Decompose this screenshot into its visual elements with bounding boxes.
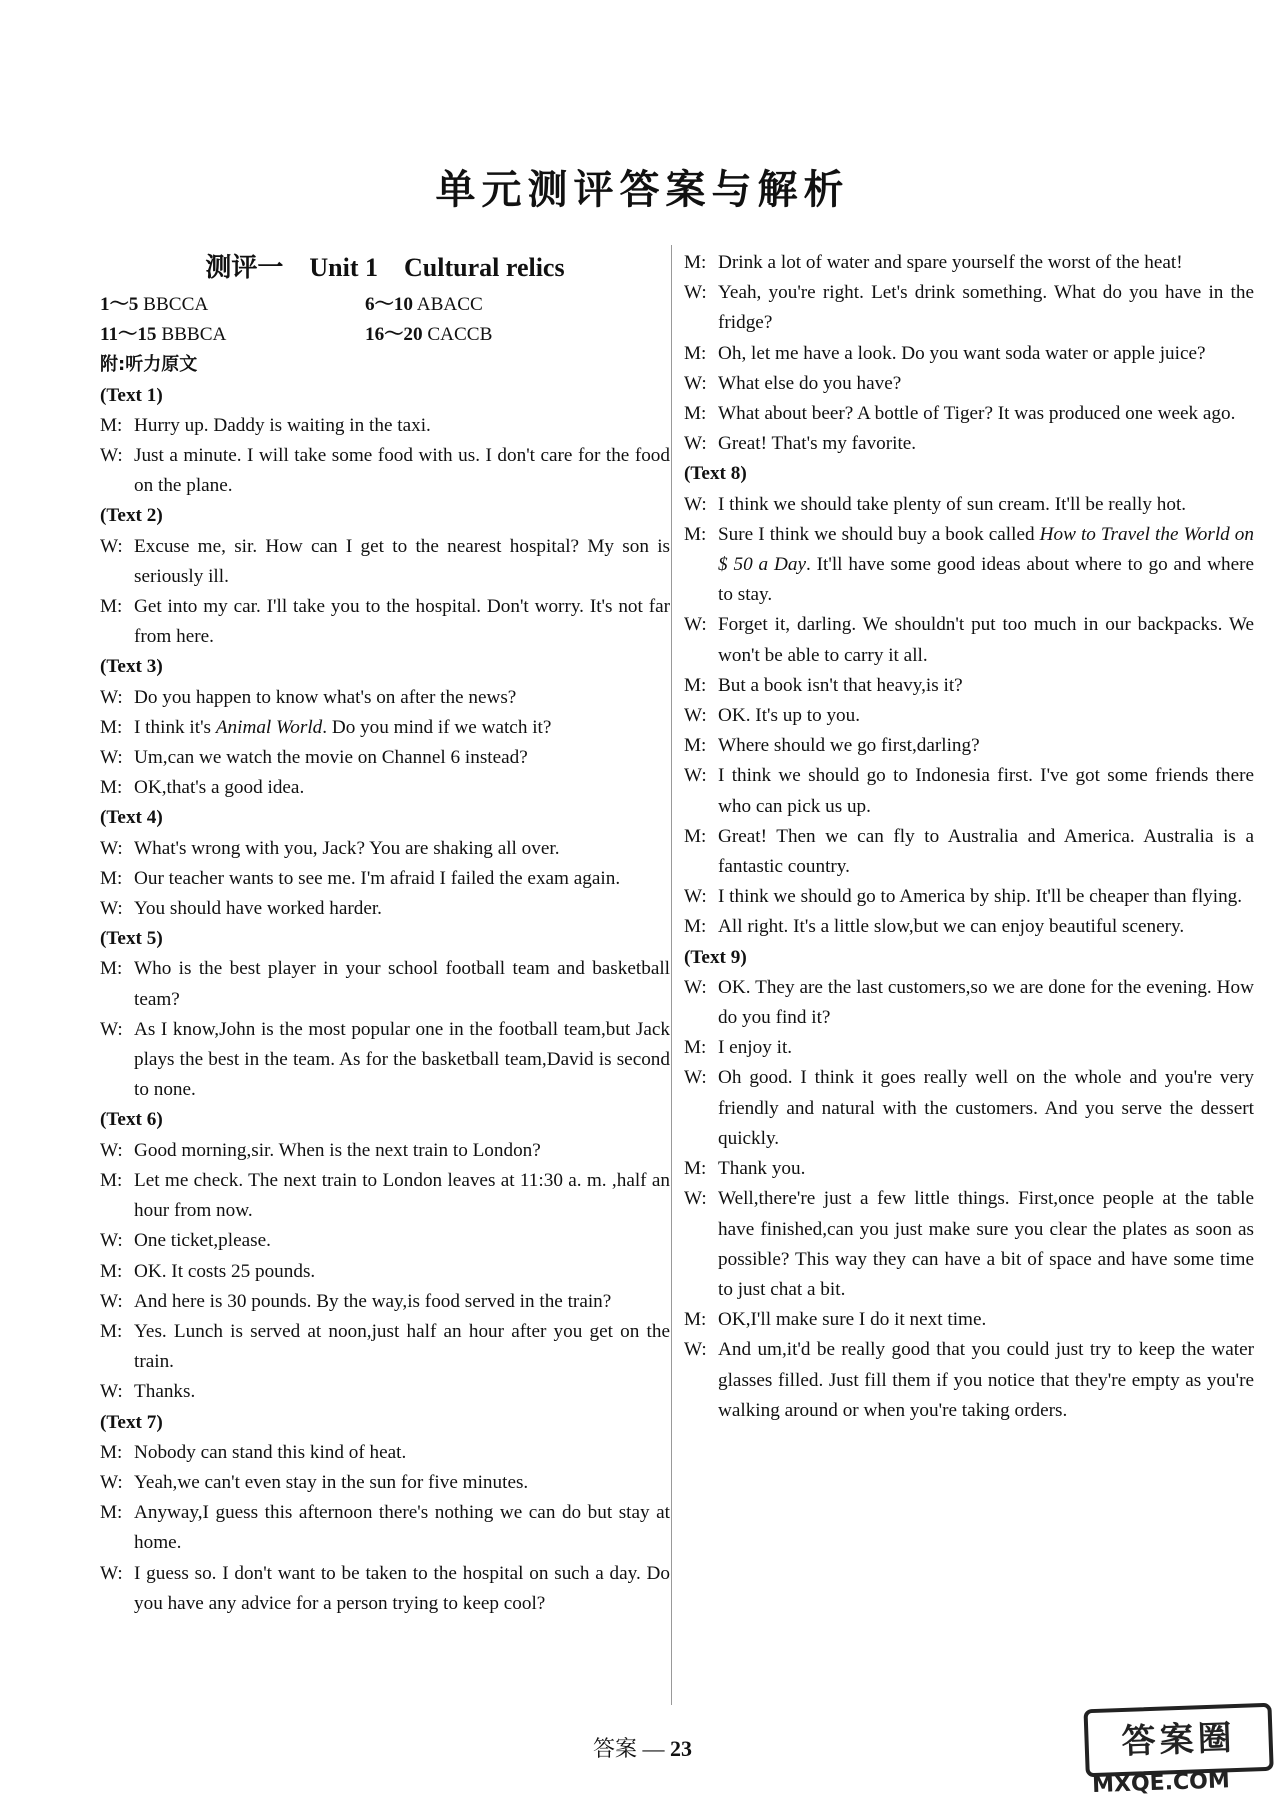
dialogue-line [100, 1438, 670, 1468]
answer-range: 11～15 [100, 324, 157, 346]
dialogue-line [684, 339, 1254, 369]
line-text: Great! Then we can fly to Australia and America. Australia is a fantastic country. [718, 825, 1254, 878]
answer-range: 16～20 [365, 324, 423, 346]
dialogue-line [684, 248, 1254, 278]
line-text: OK. It costs 25 pounds. [134, 1260, 316, 1282]
line-text: Um,can we watch the movie on Channel 6 instead? [134, 747, 528, 769]
speaker-m: M: [100, 1320, 123, 1342]
text-label: (Text 7) [100, 1411, 163, 1433]
dialogue-line [100, 1559, 670, 1619]
watermark-url: MXQE.COM [1091, 1768, 1231, 1799]
line-part: Sure I think we should buy a book called [718, 523, 1040, 545]
answer-key: CACCB [427, 324, 493, 346]
watermark-logo [1083, 1703, 1276, 1800]
speaker-w: W: [100, 1471, 123, 1493]
line-text: Oh good. I think it goes really well on the whole and you're very friendly and natural with the customers. And you serve the dessert quickly. [718, 1067, 1254, 1149]
right-column [684, 248, 1254, 1426]
speaker-m: M: [684, 1037, 707, 1059]
speaker-w: W: [684, 493, 707, 515]
dialogue-line [100, 954, 670, 1014]
line-text: Thanks. [134, 1381, 196, 1403]
line-text: One ticket,please. [134, 1230, 271, 1252]
line-text: OK,I'll make sure I do it next time. [718, 1309, 987, 1331]
text-label: (Text 6) [100, 1109, 163, 1131]
speaker-w: W: [684, 1067, 707, 1089]
line-text: Where should we go first,darling? [718, 735, 980, 757]
footer-label: 答案 [592, 1736, 637, 1761]
speaker-m: M: [100, 716, 123, 738]
speaker-w: W: [684, 433, 707, 455]
dialogue-line [100, 441, 670, 501]
line-text: What else do you have? [718, 372, 902, 394]
line-text: Excuse me, sir. How can I get to the nearest hospital? My son is seriously ill. [134, 535, 670, 587]
speaker-w: W: [100, 1018, 123, 1040]
text-label: (Text 5) [100, 928, 163, 950]
dialogue-line [684, 671, 1254, 701]
speaker-m: M: [100, 1169, 123, 1191]
line-text: I enjoy it. [718, 1037, 793, 1059]
dialogue-line [684, 731, 1254, 761]
speaker-w: W: [684, 765, 707, 787]
dialogue-line [684, 1033, 1254, 1063]
answer-key: BBCCA [143, 294, 209, 315]
line-text: Our teacher wants to see me. I'm afraid I failed the exam again. [134, 867, 621, 889]
line-text: Yeah, you're right. Let's drink something. What do you have in the fridge? [718, 282, 1254, 334]
speaker-m: M: [684, 735, 707, 757]
watermark-text: 答案圈 [1083, 1703, 1273, 1778]
line-text: What's wrong with you, Jack? You are shaking all over. [134, 837, 560, 859]
line-text: Yeah,we can't even stay in the sun for five minutes. [134, 1471, 529, 1493]
line-text: Oh, let me have a look. Do you want soda water or apple juice? [718, 342, 1206, 364]
speaker-m: M: [100, 1260, 123, 1282]
speaker-w: W: [100, 535, 123, 557]
dialogue-line [100, 864, 670, 894]
dialogue-line [684, 1154, 1254, 1184]
speaker-w: W: [100, 686, 123, 708]
dialogue-line [100, 1468, 670, 1498]
appendix-label: 附:听力原文 [100, 354, 198, 376]
dialogue-line [100, 773, 670, 803]
dialogue-line [100, 592, 670, 652]
dialogue-line [100, 683, 670, 713]
dialogue-line [684, 520, 1254, 611]
text-label: (Text 1) [100, 384, 163, 406]
speaker-m: M: [684, 1158, 707, 1180]
speaker-w: W: [100, 1290, 123, 1312]
speaker-w: W: [100, 1381, 123, 1403]
answer-key: BBBCA [161, 324, 227, 346]
line-text: Thank you. [718, 1158, 806, 1180]
line-text: I think we should go to Indonesia first. I've got some friends there who can pick us up. [718, 765, 1254, 817]
speaker-m: M: [100, 867, 123, 889]
dialogue-line [100, 532, 670, 592]
line-text: You should have worked harder. [134, 898, 382, 920]
speaker-m: M: [100, 777, 123, 799]
line-text: Hurry up. Daddy is waiting in the taxi. [134, 414, 431, 436]
dialogue-line [684, 429, 1254, 459]
speaker-w: W: [100, 898, 123, 920]
line-text: But a book isn't that heavy,is it? [718, 674, 963, 696]
speaker-w: W: [100, 837, 123, 859]
line-part: . Do you mind if we watch it? [322, 716, 552, 738]
speaker-m: M: [100, 1502, 123, 1524]
dialogue-line [684, 490, 1254, 520]
speaker-w: W: [684, 1188, 707, 1210]
line-text: What about beer? A bottle of Tiger? It was produced one week ago. [718, 403, 1236, 425]
line-text [718, 520, 1254, 611]
text-label: (Text 4) [100, 807, 163, 829]
speaker-m: M: [684, 916, 707, 938]
line-text: Get into my car. I'll take you to the hospital. Don't worry. It's not far from here. [134, 596, 670, 648]
line-text: Good morning,sir. When is the next train to London? [134, 1139, 541, 1161]
line-text: OK,that's a good idea. [134, 777, 305, 799]
line-text: Who is the best player in your school football team and basketball team? [134, 958, 670, 1010]
speaker-w: W: [684, 1339, 707, 1361]
dialogue-line [684, 822, 1254, 882]
dialogue-line [100, 1015, 670, 1106]
line-text: Well,there're just a few little things. First,once people at the table have finished,can you just make sure you clear the plates as soon as possible? This way they can have a bit of space and have some time to just chat a bit. [718, 1188, 1254, 1300]
text-label: (Text 9) [684, 946, 747, 968]
line-text: Drink a lot of water and spare yourself the worst of the heat! [718, 252, 1183, 273]
dialogue-line [684, 610, 1254, 670]
dialogue-line [684, 369, 1254, 399]
dialogue-line [684, 278, 1254, 338]
speaker-m: M: [100, 958, 123, 980]
dialogue-line [684, 1063, 1254, 1154]
page-number: 23 [670, 1736, 692, 1761]
dialogue-line [100, 1377, 670, 1407]
speaker-m: M: [100, 1441, 123, 1463]
line-text: I guess so. I don't want to be taken to the hospital on such a day. Do you have any advice for a person trying to keep cool? [134, 1562, 670, 1614]
line-text: Anyway,I guess this afternoon there's nothing we can do but stay at home. [134, 1502, 670, 1554]
dialogue-line [100, 1166, 670, 1226]
speaker-w: W: [100, 747, 123, 769]
dialogue-line [684, 399, 1254, 429]
dialogue-line [100, 743, 670, 773]
dialogue-line [100, 1226, 670, 1256]
line-text [134, 713, 670, 743]
dialogue-line [100, 834, 670, 864]
speaker-w: W: [100, 445, 123, 467]
dialogue-line [100, 894, 670, 924]
speaker-m: M: [684, 825, 707, 847]
speaker-m: M: [684, 1309, 707, 1331]
speaker-w: W: [684, 282, 707, 304]
speaker-w: W: [100, 1562, 123, 1584]
text-label: (Text 2) [100, 505, 163, 527]
line-text: And here is 30 pounds. By the way,is food served in the train? [134, 1290, 612, 1312]
line-text: Yes. Lunch is served at noon,just half an hour after you get on the train. [134, 1320, 670, 1373]
speaker-w: W: [684, 614, 707, 636]
dialogue-line [100, 411, 670, 441]
speaker-w: W: [684, 372, 707, 394]
line-part: . It'll have some good ideas about where to go and where to stay. [718, 554, 1254, 606]
speaker-m: M: [684, 674, 707, 696]
line-text: Nobody can stand this kind of heat. [134, 1441, 407, 1463]
line-text: Just a minute. I will take some food with us. I don't care for the food on the plane. [134, 445, 670, 497]
dialogue-line [684, 912, 1254, 942]
dialogue-line [100, 1287, 670, 1317]
line-text: OK. They are the last customers,so we are done for the evening. How do you find it? [718, 976, 1254, 1029]
speaker-w: W: [684, 976, 707, 998]
section-title [100, 250, 670, 290]
section-unit: Unit 1 [309, 253, 379, 282]
column-divider [671, 245, 672, 1705]
page-title: 单元测评答案与解析 [435, 167, 850, 213]
answer-key: ABACC [416, 294, 483, 315]
dialogue-line [684, 761, 1254, 821]
text-label: (Text 3) [100, 656, 163, 678]
dialogue-line [684, 1335, 1254, 1426]
dialogue-line [684, 1305, 1254, 1335]
dialogue-line [100, 1498, 670, 1558]
line-part: I think it's [134, 716, 216, 738]
left-column [100, 248, 670, 1619]
line-text: OK. It's up to you. [718, 705, 861, 727]
section-topic: Cultural relics [404, 253, 565, 282]
dialogue-line [684, 701, 1254, 731]
line-text: Forget it, darling. We shouldn't put too much in our backpacks. We won't be able to carry it all. [718, 614, 1254, 666]
speaker-m: M: [100, 414, 123, 436]
speaker-m: M: [684, 403, 707, 425]
speaker-w: W: [684, 886, 707, 908]
speaker-w: W: [100, 1230, 123, 1252]
line-text: I think we should take plenty of sun cream. It'll be really hot. [718, 493, 1187, 515]
line-text: And um,it'd be really good that you could just try to keep the water glasses filled. Just fill them if you notice that they're empty as you're walking around or when you're taking orders. [718, 1339, 1254, 1421]
section-prefix: 测评一 [205, 253, 284, 282]
dialogue-line [684, 973, 1254, 1033]
speaker-m: M: [684, 342, 707, 364]
program-title: Animal World [215, 716, 323, 738]
dialogue-line [684, 1184, 1254, 1305]
footer-dash: — [642, 1736, 665, 1761]
line-text: All right. It's a little slow,but we can enjoy beautiful scenery. [718, 916, 1185, 938]
dialogue-line [100, 713, 670, 743]
answer-row [100, 290, 670, 320]
speaker-w: W: [100, 1139, 123, 1161]
speaker-m: M: [684, 523, 707, 545]
dialogue-line [100, 1317, 670, 1377]
dialogue-line [684, 882, 1254, 912]
text-label: (Text 8) [684, 463, 747, 485]
speaker-m: M: [684, 252, 707, 273]
line-text: I think we should go to America by ship. It'll be cheaper than flying. [718, 886, 1243, 908]
answer-range: 1～5 [100, 294, 139, 315]
speaker-w: W: [684, 705, 707, 727]
book-title: How to Travel the World on $ 50 a Day [718, 523, 1254, 576]
answer-row [100, 320, 670, 350]
speaker-m: M: [100, 596, 123, 618]
line-text: As I know,John is the most popular one in the football team,but Jack plays the best in the team. As for the basketball team,David is second to none. [134, 1018, 670, 1101]
line-text: Do you happen to know what's on after the news? [134, 686, 517, 708]
dialogue-line [100, 1136, 670, 1166]
answer-range: 6～10 [365, 294, 413, 315]
line-text: Let me check. The next train to London leaves at 11:30 a. m. ,half an hour from now. [134, 1169, 670, 1222]
line-text: Great! That's my favorite. [718, 433, 917, 455]
dialogue-line [100, 1257, 670, 1287]
